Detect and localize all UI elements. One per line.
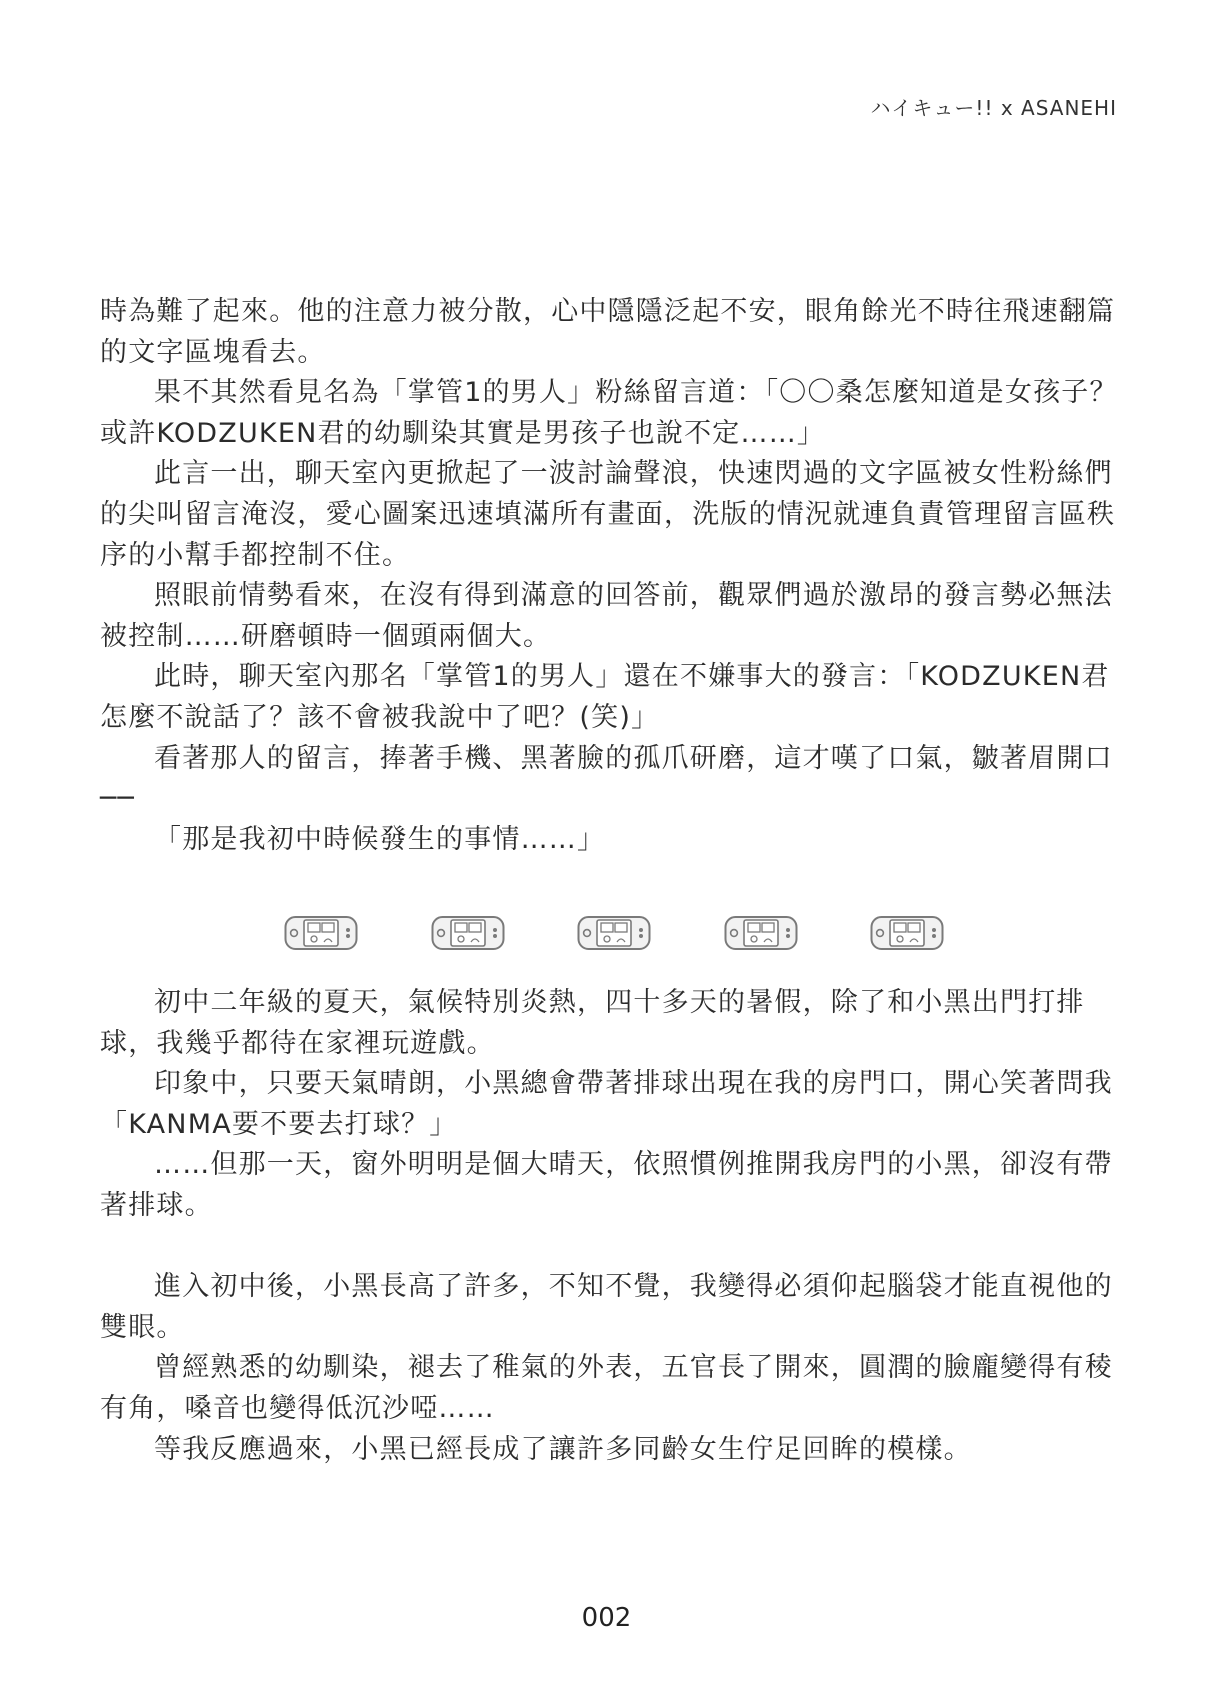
- game-console-icon: [577, 914, 651, 952]
- paragraph: 此言一出，聊天室內更掀起了一波討論聲浪，快速閃過的文字區被女性粉絲們的尖叫留言淹沒，愛心圖案迅速填滿所有畫面，洗版的情況就連負責管理留言區秩序的小幫手都控制不住。: [100, 458, 1116, 571]
- paragraph: 照眼前情勢看來，在沒有得到滿意的回答前，觀眾們過於激昂的發言勢必無法被控制……研磨頓時一個頭兩個大。: [100, 580, 1113, 652]
- paragraph: 進入初中後，小黑長高了許多，不知不覺，我變得必須仰起腦袋才能直視他的雙眼。: [100, 1271, 1113, 1343]
- scene-divider: [284, 914, 944, 954]
- paragraph: 等我反應過來，小黑已經長成了讓許多同齡女生佇足回眸的模樣。: [154, 1433, 972, 1465]
- paragraph: 初中二年級的夏天，氣候特別炎熱，四十多天的暑假，除了和小黑出門打排球，我幾乎都待在家裡玩遊戲。: [100, 987, 1085, 1059]
- paragraph: 時為難了起來。他的注意力被分散，心中隱隱泛起不安，眼角餘光不時往飛速翻篇的文字區塊看去。: [100, 296, 1116, 368]
- paragraph: 此時，聊天室內那名「掌管1的男人」還在不嫌事大的發言：「KODZUKEN君怎麼不說話了？該不會被我說中了吧？(笑)」: [100, 661, 1110, 733]
- paragraph: 「那是我初中時候發生的事情……」: [154, 823, 606, 855]
- paragraph: 曾經熟悉的幼馴染，褪去了稚氣的外表，五官長了開來，圓潤的臉龐變得有稜有角，嗓音也變得低沉沙啞……: [100, 1352, 1113, 1424]
- paragraph: 果不其然看見名為「掌管1的男人」粉絲留言道：「〇〇桑怎麼知道是女孩子？或許KODZUKEN君的幼馴染其實是男孩子也說不定……」: [100, 377, 1118, 449]
- paragraph: ……但那一天，窗外明明是個大晴天，依照慣例推開我房門的小黑，卻沒有帶著排球。: [100, 1149, 1113, 1221]
- text-section-a: [100, 292, 1130, 860]
- running-header: ハイキュー!! x ASANEHI: [870, 96, 1117, 120]
- game-console-icon: [724, 914, 798, 952]
- game-console-icon: [284, 914, 358, 952]
- page-number: 002: [581, 1603, 632, 1633]
- paragraph-gap: [100, 1227, 1130, 1268]
- game-console-icon: [431, 914, 505, 952]
- text-section-b: [100, 983, 1130, 1470]
- paragraph: 印象中，只要天氣晴朗，小黑總會帶著排球出現在我的房門口，開心笑著問我「KANMA要不要去打球？」: [100, 1068, 1113, 1140]
- game-console-icon: [870, 914, 944, 952]
- paragraph: 看著那人的留言，捧著手機、黑著臉的孤爪研磨，這才嘆了口氣，皺著眉開口──: [100, 742, 1113, 815]
